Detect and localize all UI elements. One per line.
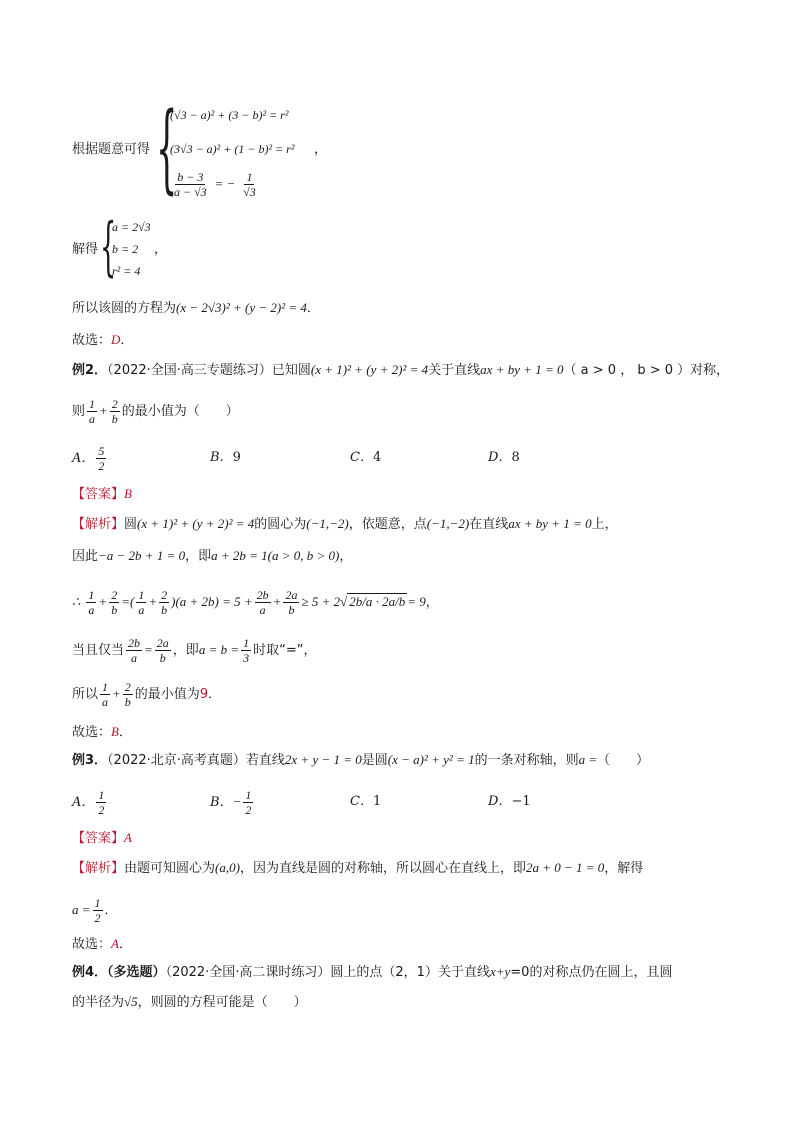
text: （ ） <box>597 753 650 768</box>
text: （2022·全国·高二课时练习）圆上的点（2，1）关于直线 <box>165 965 490 980</box>
fraction <box>172 170 209 199</box>
math: ax + by + 1 = 0 <box>508 516 592 531</box>
numerator: 1 <box>98 788 105 802</box>
text: 则 <box>72 404 86 419</box>
numerator: 2 <box>111 588 118 602</box>
text: ， <box>339 549 353 564</box>
system1-eq3 <box>170 170 260 199</box>
denominator: a <box>102 695 109 709</box>
numerator: 2a <box>285 588 298 602</box>
text: 的最小值为 <box>134 687 200 702</box>
text: 解得 <box>72 242 99 257</box>
text: 圆 <box>124 517 138 532</box>
example-3-question <box>72 750 649 771</box>
solution-line-2 <box>72 546 352 567</box>
numerator: 2 <box>124 680 131 694</box>
solution-label: 【解析】 <box>72 861 125 876</box>
text: ， <box>425 595 439 610</box>
text: + <box>272 594 282 609</box>
math: 2x + y − 1 = 0 <box>284 752 362 767</box>
text: ． <box>118 725 132 740</box>
text: ，即 <box>185 549 212 564</box>
option-value: 1 <box>372 794 382 809</box>
denominator: b <box>159 651 166 665</box>
fraction <box>126 636 142 665</box>
text: ) <box>171 594 176 609</box>
numerator: 2b <box>128 636 141 650</box>
math: −a − 2b + 1 = 0 <box>98 548 186 563</box>
text: 所以该圆的方程为 <box>72 301 177 316</box>
denominator: a <box>138 603 145 617</box>
text: 的圆心为 <box>254 517 307 532</box>
example-2-question <box>72 360 729 381</box>
option-value: −1 <box>511 794 531 809</box>
math: (x − 2√3)² + (y − 2)² = 4 <box>176 300 307 315</box>
option-label: B． <box>210 450 233 465</box>
text: =0的对称点仍在圆上，且圆 <box>510 965 673 980</box>
text: + <box>99 403 108 418</box>
solution-line-5 <box>72 680 221 709</box>
question-tag: （多选题） <box>107 965 166 980</box>
numerator: 1 <box>246 170 253 184</box>
option-c <box>350 446 381 465</box>
text: + <box>148 594 158 609</box>
denominator: 2 <box>94 911 101 925</box>
option-label: A． <box>72 451 95 466</box>
denominator: a <box>131 651 138 665</box>
example-label: 例2． <box>72 363 108 378</box>
fraction <box>159 588 169 617</box>
math: = 9 <box>407 594 426 609</box>
text: 的一条对称轴，则 <box>474 753 579 768</box>
solution-line-2 <box>72 896 118 925</box>
fraction <box>96 788 106 817</box>
example-4-question <box>72 962 672 983</box>
denominator: 2 <box>98 803 105 817</box>
numerator: 1 <box>88 588 95 602</box>
solution-line-3 <box>72 934 132 955</box>
text: 是圆 <box>361 753 388 768</box>
math: (a,0) <box>215 860 240 875</box>
text: ． <box>104 903 118 918</box>
denominator: a <box>89 412 96 426</box>
answer-letter: A <box>111 936 119 951</box>
text: ． <box>120 333 134 348</box>
option-label: D． <box>488 794 512 809</box>
text: + <box>112 686 121 701</box>
option-c <box>350 790 381 809</box>
left-brace: { <box>100 210 117 284</box>
text: 故选： <box>72 937 112 952</box>
text: （2022·北京·高考真题）若直线 <box>107 753 285 768</box>
math: (x − a)² + y² = 1 <box>387 752 475 767</box>
solution-line-equation <box>72 298 320 319</box>
numerator: 1 <box>245 788 252 802</box>
denominator: √3 <box>243 185 256 199</box>
example-label: 例3． <box>72 753 108 768</box>
option-label: C． <box>350 450 373 465</box>
option-label: D． <box>488 450 512 465</box>
text: 的最小值为（ ） <box>121 404 239 419</box>
text: 故选： <box>72 725 112 740</box>
numerator: 5 <box>98 444 105 458</box>
fraction <box>241 636 251 665</box>
numerator: 2 <box>111 397 118 411</box>
answer-letter: B <box>111 724 119 739</box>
math: 2a + 0 − 1 = 0 <box>525 860 605 875</box>
fraction <box>243 788 253 817</box>
text: 当且仅当 <box>72 643 125 658</box>
fraction <box>155 636 171 665</box>
fraction <box>96 444 106 473</box>
denominator: b <box>124 695 131 709</box>
answer-label: 【答案】 <box>72 831 125 846</box>
numerator: 1 <box>94 896 101 910</box>
denominator: a <box>259 603 266 617</box>
math: (−1,−2) <box>306 516 349 531</box>
numerator: b − 3 <box>177 170 204 184</box>
answer-value: B <box>124 486 132 501</box>
math: ≥ 5 + 2 <box>301 594 341 609</box>
example-2-question-cont <box>72 397 239 426</box>
sign: − <box>232 794 242 809</box>
math: x+y <box>489 964 511 979</box>
denominator: a − √3 <box>174 185 207 199</box>
text: 根据题意可得 <box>72 142 151 157</box>
solution-line-1 <box>72 514 618 535</box>
option-label: A． <box>72 795 95 810</box>
option-value: 9 <box>232 450 241 465</box>
fraction <box>255 588 271 617</box>
option-a <box>72 788 108 817</box>
text: =( <box>121 594 135 609</box>
denominator: 3 <box>243 651 250 665</box>
numerator: 2 <box>161 588 168 602</box>
text: ， <box>154 242 168 257</box>
option-d <box>488 446 520 465</box>
radicand: 2b/a · 2a/b <box>349 594 406 609</box>
fraction <box>283 588 299 617</box>
text: = <box>144 642 153 657</box>
solution-line-solve <box>72 240 98 260</box>
numerator: 1 <box>89 397 96 411</box>
text: ，依题意，点 <box>348 517 427 532</box>
text: 在直线 <box>469 517 509 532</box>
math: ax + by + 1 = 0 <box>480 362 564 377</box>
text: （ a > 0 ， b > 0 ）对称， <box>563 363 730 378</box>
fraction <box>109 588 119 617</box>
option-b <box>210 788 255 817</box>
system1-eq1: (√3 − a)² + (3 − b)² = r² <box>170 108 289 122</box>
text: ， <box>314 142 328 157</box>
option-value: 4 <box>372 450 382 465</box>
system2-eq3: r² = 4 <box>112 264 141 278</box>
fraction <box>93 896 103 925</box>
math: √5 <box>124 994 138 1009</box>
text: ，则圆的方程可能是（ ） <box>137 995 307 1010</box>
text: ，解得 <box>604 861 644 876</box>
fraction <box>241 170 258 199</box>
denominator: a <box>88 603 95 617</box>
denominator: b <box>161 603 168 617</box>
answer-choice-line <box>72 330 133 351</box>
answer-line <box>72 828 132 849</box>
text: ． <box>306 301 320 316</box>
math: a = <box>72 902 91 917</box>
text: 因此 <box>72 549 99 564</box>
denominator: b <box>111 603 118 617</box>
denominator: b <box>288 603 295 617</box>
text: ． <box>208 687 222 702</box>
left-brace: { <box>156 92 178 204</box>
fraction <box>123 680 133 709</box>
solution-line-given <box>72 140 150 160</box>
denominator: 2 <box>245 803 252 817</box>
fraction <box>100 680 110 709</box>
system2-eq1: a = 2√3 <box>112 220 151 234</box>
text: + <box>98 594 108 609</box>
denominator: b <box>111 412 118 426</box>
text: 关于直线 <box>428 363 481 378</box>
math: (x + 1)² + (y + 2)² = 4 <box>137 516 255 531</box>
option-b <box>210 446 241 465</box>
option-label: B． <box>210 795 233 810</box>
math: (x + 1)² + (y + 2)² = 4 <box>310 362 429 377</box>
numerator: 1 <box>243 636 250 650</box>
text: 时取“=”， <box>253 643 317 658</box>
fraction <box>110 397 120 426</box>
text: 所以 <box>72 687 99 702</box>
result-value: 9 <box>199 687 209 702</box>
text: 由题可知圆心为 <box>124 861 216 876</box>
fraction <box>136 588 146 617</box>
sqrt-expression: √ 2b/a · 2a/b <box>340 594 406 609</box>
example-4-question-cont <box>72 992 307 1013</box>
math: (a + 2b) = 5 + <box>175 594 253 609</box>
example-label: 例4． <box>72 965 108 980</box>
numerator: 1 <box>138 588 145 602</box>
fraction <box>87 397 97 426</box>
solution-line-4 <box>72 636 316 665</box>
therefore-symbol: ∴ <box>72 594 81 609</box>
math: a = <box>578 752 598 767</box>
text: ． <box>118 937 132 952</box>
numerator: 2b <box>256 588 269 602</box>
text: = − <box>214 176 236 191</box>
text: （2022·全国·高三专题练习）已知圆 <box>107 363 311 378</box>
option-a <box>72 444 108 473</box>
text: ，即 <box>172 643 199 658</box>
answer-value: A <box>124 830 132 845</box>
system1-eq2: (3√3 − a)² + (1 − b)² = r² <box>170 142 295 156</box>
numerator: 1 <box>102 680 109 694</box>
denominator: 2 <box>98 459 105 473</box>
numerator: 2a <box>156 636 169 650</box>
system2-eq2: b = 2 <box>112 242 139 256</box>
math: (−1,−2) <box>426 516 470 531</box>
text: 故选： <box>72 333 112 348</box>
solution-line-1 <box>72 858 643 879</box>
solution-line-3 <box>72 588 439 617</box>
text: 的半径为 <box>72 995 125 1010</box>
math: a = b = <box>198 642 240 657</box>
text: ，因为直线是圆的对称轴，所以圆心在直线上，即 <box>239 861 526 876</box>
answer-label: 【答案】 <box>72 487 125 502</box>
option-label: C． <box>350 794 373 809</box>
answer-line <box>72 484 132 505</box>
math: a + 2b = 1(a > 0, b > 0) <box>211 548 340 563</box>
solution-label: 【解析】 <box>72 517 125 532</box>
fraction <box>86 588 96 617</box>
answer-letter: D <box>111 332 121 347</box>
text: 上， <box>591 517 618 532</box>
option-d <box>488 790 531 809</box>
option-value: 8 <box>511 450 520 465</box>
solution-line-6 <box>72 722 132 743</box>
